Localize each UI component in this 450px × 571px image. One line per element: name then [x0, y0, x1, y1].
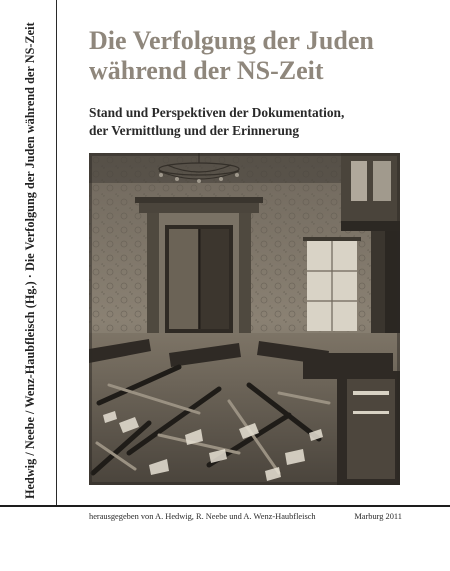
title-line-2: während der NS-Zeit [89, 56, 324, 85]
subtitle-line-1: Stand und Perspektiven der Dokumentation, [89, 105, 345, 120]
spine-text: Hedwig / Neebe / Wenz-Haubfleisch (Hg.) · Die Verfolgung der Juden während der NS-Zeit [23, 22, 37, 499]
subtitle-line-2: der Vermittlung und der Erinnerung [89, 123, 300, 138]
spine-divider [56, 0, 57, 506]
cover-photo-destroyed-synagogue-interior [89, 153, 400, 485]
title-line-1: Die Verfolgung der Juden [89, 26, 374, 55]
place-year: Marburg 2011 [354, 512, 402, 521]
book-title [89, 26, 429, 86]
book-subtitle [89, 104, 429, 140]
editors-line: herausgegeben von A. Hedwig, R. Neebe und A. Wenz-Haubfleisch [89, 512, 316, 521]
footer-divider [0, 505, 450, 507]
